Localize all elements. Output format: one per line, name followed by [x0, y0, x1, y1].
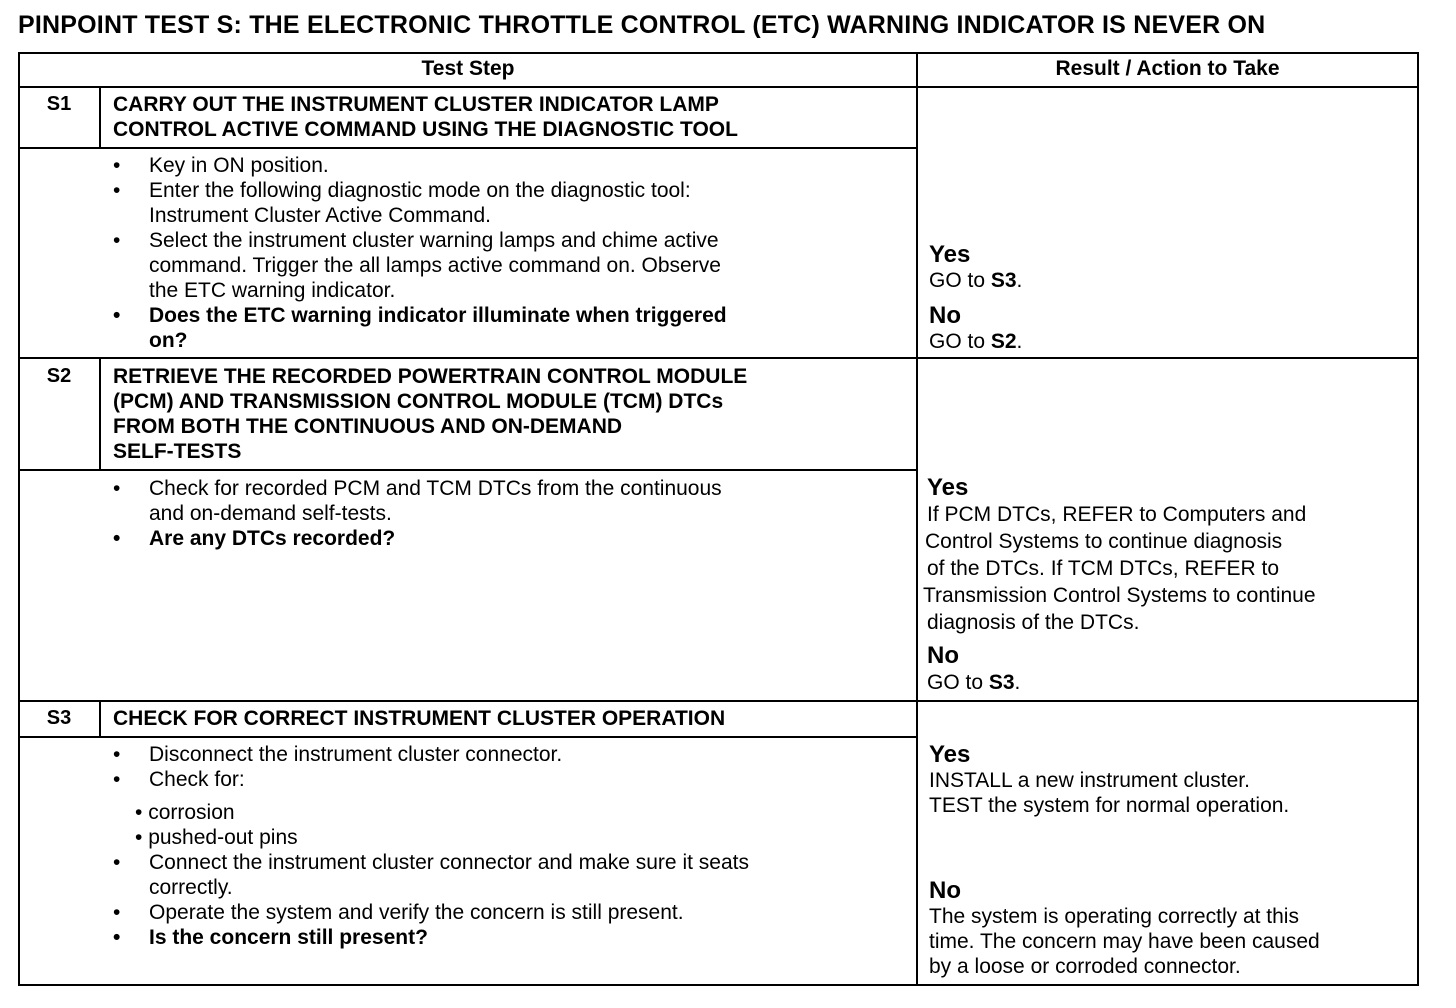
s1-s2-divider: [18, 357, 1419, 359]
s1-title-divider: [18, 147, 918, 149]
list-item: • pushed-out pins: [135, 825, 749, 850]
list-item: • Operate the system and verify the concern is still present.: [113, 900, 749, 925]
list-item: • Disconnect the instrument cluster connector.: [113, 742, 749, 767]
header-test-step: Test Step: [421, 57, 515, 80]
result-s1: Yes GO to S3. No GO to S2.: [929, 241, 1023, 353]
step-question: • Is the concern still present?: [113, 925, 749, 950]
s3-title-divider: [18, 736, 918, 738]
list-item: • Select the instrument cluster warning lamps and chime active command. Trigger the all lamps active command on. Observe the ETC warning indicator.: [113, 228, 727, 303]
list-item: • Enter the following diagnostic mode on the diagnostic tool: Instrument Cluster Active Command.: [113, 178, 727, 228]
list-item: • Check for: • corrosion • pushed-out pins: [113, 767, 749, 850]
check-for-list: [135, 800, 749, 850]
s2-id-divider: [99, 357, 101, 470]
s3-id-divider: [99, 700, 101, 737]
no-label: No: [927, 642, 959, 669]
list-item: • Check for recorded PCM and TCM DTCs from the continuous and on-demand self-tests.: [113, 476, 722, 526]
step-s3-instructions: [113, 742, 749, 950]
step-s1-instructions: [113, 153, 727, 353]
column-divider: [916, 52, 918, 986]
s1-id-divider: [99, 86, 101, 148]
step-title-s3: CHECK FOR CORRECT INSTRUMENT CLUSTER OPERATION: [113, 707, 726, 730]
list-item: • Key in ON position.: [113, 153, 727, 178]
step-title-s1: CARRY OUT THE INSTRUMENT CLUSTER INDICATOR LAMP CONTROL ACTIVE COMMAND USING THE DIAGNOSTIC TOOL: [113, 93, 738, 141]
s2-s3-divider: [18, 700, 1419, 702]
result-s2: Yes If PCM DTCs, REFER to Computers and Control Systems to continue diagnosis of the DTCs. If TCM DTCs, REFER to Transmission Control Systems to continue diagnosis of the DTCs. No GO to S3.: [923, 474, 1316, 694]
result-s3: Yes INSTALL a new instrument cluster. TEST the system for normal operation.: [929, 741, 1290, 817]
header-result: Result / Action to Take: [1055, 57, 1280, 80]
step-s2-instructions: [113, 476, 722, 551]
step-id-s1: S1: [46, 93, 72, 115]
list-item: • Connect the instrument cluster connector and make sure it seats correctly.: [113, 850, 749, 900]
list-item: • corrosion: [135, 800, 749, 825]
result-s3-no: No The system is operating correctly at this time. The concern may have been caused by a loose or corroded connector.: [929, 877, 1320, 978]
no-label: No: [929, 877, 961, 904]
s2-title-divider: [18, 469, 918, 471]
step-title-s2: RETRIEVE THE RECORDED POWERTRAIN CONTROL MODULE (PCM) AND TRANSMISSION CONTROL MODULE (TCM) DTCs FROM BOTH THE CONTINUOUS AND ON-DEMAND SELF-TESTS: [113, 365, 748, 463]
step-id-s3: S3: [46, 707, 72, 729]
step-id-s2: S2: [46, 365, 72, 387]
step-question: • Does the ETC warning indicator illuminate when triggered on?: [113, 303, 727, 353]
step-question: • Are any DTCs recorded?: [113, 526, 722, 551]
page-title: PINPOINT TEST S: THE ELECTRONIC THROTTLE CONTROL (ETC) WARNING INDICATOR IS NEVER ON: [18, 11, 1266, 39]
yes-label: Yes: [929, 241, 971, 268]
header-divider: [18, 86, 1419, 88]
yes-label: Yes: [929, 741, 971, 768]
yes-label: Yes: [927, 474, 969, 501]
no-label: No: [929, 302, 961, 329]
